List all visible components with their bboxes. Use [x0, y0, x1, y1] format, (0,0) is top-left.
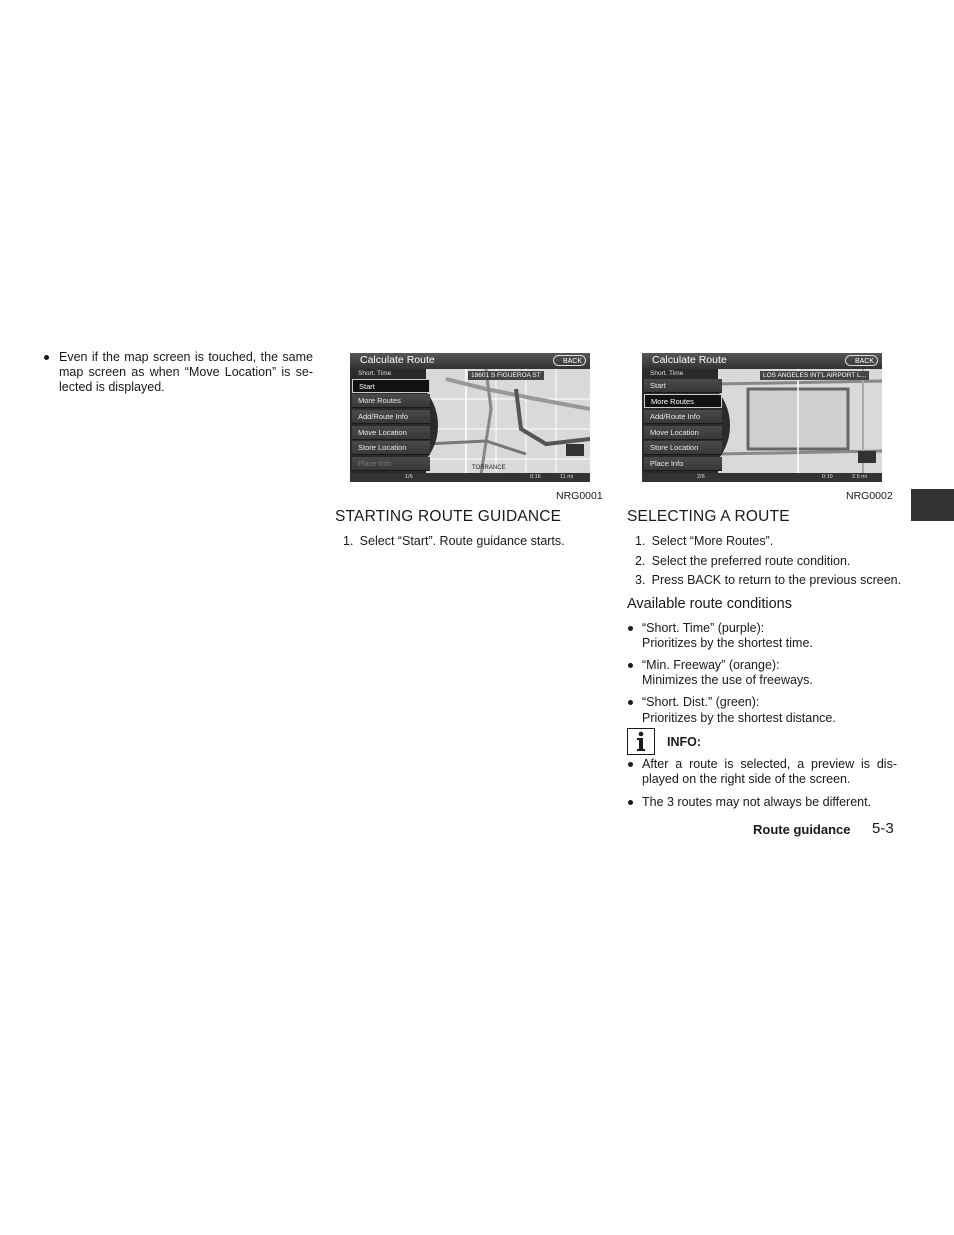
info-line: played on the right side of the screen.	[642, 772, 851, 786]
menu-add-route-info[interactable]: Add/Route Info	[352, 410, 430, 424]
info-label: INFO:	[667, 735, 702, 749]
map-view	[426, 369, 590, 475]
route-type-label: Short. Time	[650, 370, 684, 377]
bullet-dot	[44, 355, 49, 360]
bullet-dot	[628, 800, 633, 805]
info-icon	[627, 728, 655, 755]
step-item: 2. Select the preferred route condition.	[635, 554, 851, 568]
info-line: The 3 routes may not always be different.	[642, 795, 872, 809]
bullet-dot	[628, 700, 633, 705]
step-item: 1. Select “Start”. Route guidance starts.	[343, 534, 565, 548]
menu-store-location[interactable]: Store Location	[352, 441, 430, 455]
menu-place-info[interactable]: Place Info	[352, 457, 430, 471]
menu-more-routes[interactable]: More Routes	[352, 394, 430, 408]
page-indicator: 2/6	[697, 474, 705, 480]
menu-place-info[interactable]: Place Info	[644, 457, 722, 471]
back-button[interactable]: BACK	[845, 355, 878, 366]
map-roads	[426, 369, 590, 475]
menu-move-location[interactable]: Move Location	[644, 426, 722, 440]
bullet-dot	[628, 663, 633, 668]
note-line: map screen as when “Move Location” is se-	[59, 365, 313, 379]
menu-store-location[interactable]: Store Location	[644, 441, 722, 455]
screen-title: Calculate Route	[360, 354, 435, 366]
back-button[interactable]: BACK	[553, 355, 586, 366]
figure-caption: NRG0002	[846, 490, 893, 502]
route-distance: 2.5 mi	[852, 474, 867, 480]
condition-title: “Short. Time” (purple):	[642, 621, 765, 635]
menu-start[interactable]: Start	[352, 379, 430, 393]
route-distance: 11 mi	[560, 474, 574, 480]
step-item: 3. Press BACK to return to the previous screen.	[635, 573, 902, 587]
condition-desc: Prioritizes by the shortest time.	[642, 636, 813, 650]
page-number: 5-3	[872, 820, 894, 837]
screen-title-bar	[642, 353, 882, 369]
section-heading: SELECTING A ROUTE	[627, 508, 790, 525]
note-line: Even if the map screen is touched, the same	[59, 350, 313, 364]
destination-label: 18601 S FIGUEROA ST	[468, 371, 544, 380]
route-time: 0:16	[530, 474, 541, 480]
footer-section: Route guidance	[753, 822, 851, 837]
menu-start[interactable]: Start	[644, 379, 722, 393]
menu-more-routes[interactable]: More Routes	[644, 394, 722, 408]
screen-title-bar	[350, 353, 590, 369]
nav-screen-start	[350, 353, 590, 482]
bullet-dot	[628, 762, 633, 767]
step-item: 1. Select “More Routes”.	[635, 534, 774, 548]
nav-screen-more-routes	[642, 353, 882, 482]
page-indicator: 1/6	[405, 474, 413, 480]
route-type-label: Short. Time	[358, 370, 392, 377]
destination-label: LOS ANGELES INT'L AIRPORT L...	[760, 371, 869, 380]
route-time: 0:10	[822, 474, 833, 480]
figure-caption: NRG0001	[556, 490, 603, 502]
menu-move-location[interactable]: Move Location	[352, 426, 430, 440]
chapter-tab	[911, 489, 954, 521]
status-bar	[642, 473, 882, 482]
status-bar	[350, 473, 590, 482]
town-label: TORRANCE	[472, 465, 506, 471]
screen-title: Calculate Route	[652, 354, 727, 366]
menu-add-route-info[interactable]: Add/Route Info	[644, 410, 722, 424]
condition-title: “Min. Freeway” (orange):	[642, 658, 780, 672]
section-heading: STARTING ROUTE GUIDANCE	[335, 508, 562, 525]
info-line: After a route is selected, a preview is dis-	[642, 757, 897, 771]
condition-title: “Short. Dist.” (green):	[642, 695, 760, 709]
condition-desc: Prioritizes by the shortest distance.	[642, 711, 836, 725]
condition-desc: Minimizes the use of freeways.	[642, 673, 813, 687]
map-roads	[718, 369, 882, 475]
map-view	[718, 369, 882, 475]
note-line: lected is displayed.	[59, 380, 165, 394]
subheading: Available route conditions	[627, 596, 792, 612]
bullet-dot	[628, 626, 633, 631]
